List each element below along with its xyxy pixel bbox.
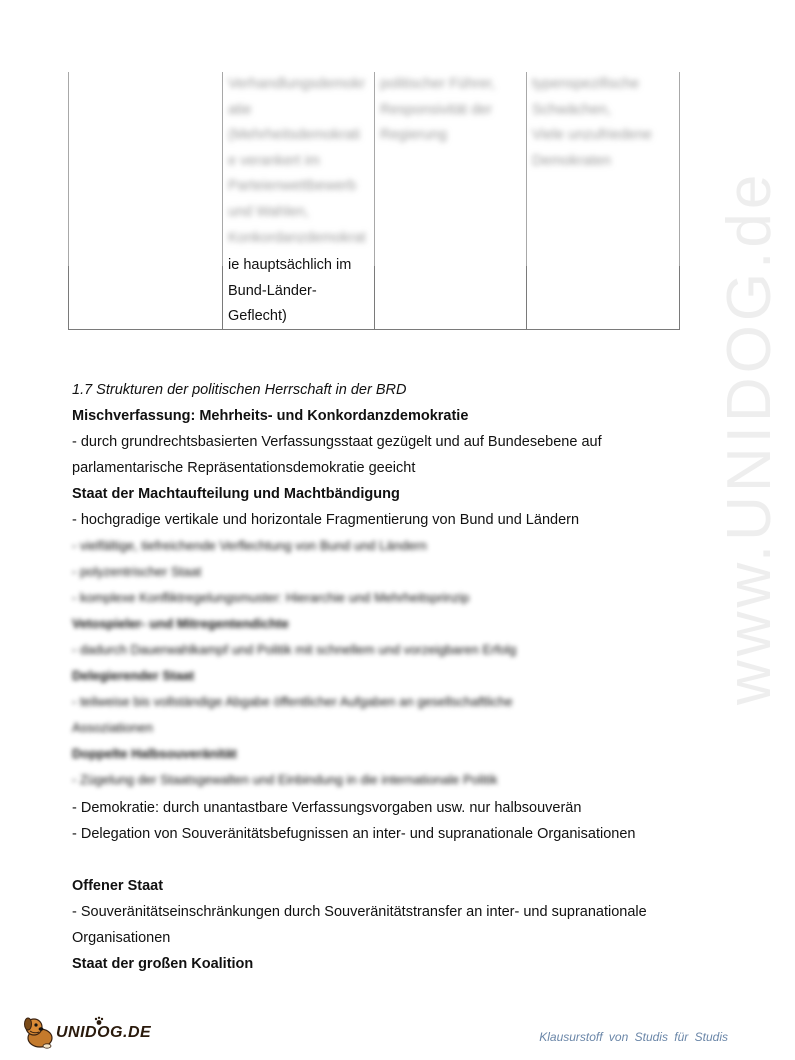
table-fragment	[68, 72, 680, 330]
table-cell-col4-blurred: typenspezifische Schwächen, Viele unzufriedene Demokraten	[532, 76, 652, 169]
paragraph-line: Organisationen	[72, 930, 171, 946]
paragraph-line: - Demokratie: durch unantastbare Verfassungsvorgaben usw. nur halbsouverän	[72, 800, 582, 816]
paragraph-line: - hochgradige vertikale und horizontale Fragmentierung von Bund und Ländern	[72, 512, 580, 528]
heading-delegierender-staat-blurred: Delegierender Staat	[72, 668, 195, 683]
unidog-logo	[22, 1014, 152, 1050]
table-cell-col2-blurred: Verhandlungsdemokr atie (Mehrheitsdemokrati e verankert im Parteienwettbewerb und Wahlen, Konkordanzdemokrat	[228, 76, 366, 246]
table-blur-overlay	[68, 72, 680, 266]
table-cell-col2-visible: ie hauptsächlich im Bund-Länder- Geflecht)	[228, 257, 352, 325]
paragraph-line: - Delegation von Souveränitätsbefugnissen an inter- und supranationale Organisationen	[72, 826, 636, 842]
paragraph-line-blurred: Assoziationen	[72, 720, 153, 735]
heading-mischverfassung: Mischverfassung: Mehrheits- und Konkordanzdemokratie	[72, 408, 469, 424]
paragraph-line: - Souveränitätseinschränkungen durch Souveränitätstransfer an inter- und supranationale	[72, 904, 647, 920]
paragraph-line-blurred: - komplexe Konfliktregelungsmuster: Hierarchie und Mehrheitsprinzip	[72, 590, 470, 605]
footer-tagline: Klausurstoff von Studis für Studis	[539, 1030, 728, 1044]
table-border-bottom	[68, 329, 680, 330]
dog-mascot-icon	[22, 1014, 58, 1050]
paragraph-line-blurred: - vielfältige, tiefreichende Verflechtung von Bund und Ländern	[72, 538, 427, 553]
table-cell-col3-blurred: politischer Führer, Responsivität der Regierung	[380, 76, 496, 144]
logo-text: UNIDOG.DE	[56, 1024, 152, 1041]
paragraph-line-blurred: - dadurch Dauerwahlkampf und Politik mit schnellem und vorzeigbaren Erfolg	[72, 642, 517, 657]
paragraph-line-blurred: - Zügelung der Staatsgewalten und Einbindung in die internationale Politik	[72, 772, 498, 787]
paragraph-line-blurred: - teilweise bis vollständige Abgabe öffentlicher Aufgaben an gesellschaftliche	[72, 694, 513, 709]
heading-offener-staat: Offener Staat	[72, 878, 164, 894]
watermark: www.UNIDOG.de	[715, 170, 784, 705]
heading-machtaufteilung: Staat der Machtaufteilung und Machtbändigung	[72, 486, 400, 502]
section-title: 1.7 Strukturen der politischen Herrschaft in der BRD	[72, 382, 407, 398]
heading-grosse-koalition: Staat der großen Koalition	[72, 956, 254, 972]
heading-halbsouveraenitaet-blurred: Doppelte Halbsouveränität	[72, 746, 237, 761]
heading-vetospieler-blurred: Vetospieler- und Mitregentendichte	[72, 616, 289, 631]
paragraph-line: parlamentarische Repräsentationsdemokratie geeicht	[72, 460, 416, 476]
paragraph-line: - durch grundrechtsbasierten Verfassungsstaat gezügelt und auf Bundesebene auf	[72, 434, 602, 450]
paragraph-line-blurred: - polyzentrischer Staat	[72, 564, 202, 579]
